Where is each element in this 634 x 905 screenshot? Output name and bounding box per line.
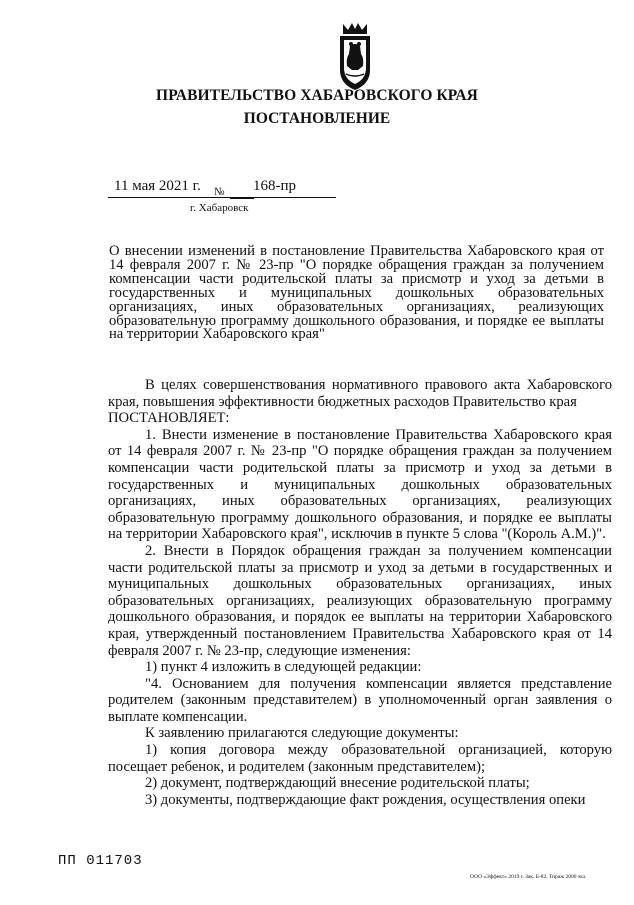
body-paragraph: "4. Основанием для получения компенсации является представление родителем (законным представителем) в уполномоченный орган заявления о выплате компенсации. — [108, 675, 612, 725]
date-underline — [108, 197, 336, 198]
number-sign: № — [214, 186, 225, 198]
body-paragraph: 1. Внести изменение в постановление Правительства Хабаровского края от 14 февраля 2007 г. № 23-пр "О порядке обращения граждан за получением компенсации части родительской платы за присмотр и уход за детьми в государственных и муниципальных дошкольных образовательных организациях, иных образовательных организациях, реализующих образовательную программу дошкольного образования, и порядке ее выплаты на территории Хабаровского края", исключив в пункте 5 слова "(Король А.М.)". — [108, 426, 612, 543]
body-paragraph: К заявлению прилагаются следующие документы: — [145, 725, 459, 742]
body-paragraph: 2) документ, подтверждающий внесение родительской платы; — [145, 775, 530, 792]
number-underline — [230, 198, 254, 199]
body-paragraph: 1) копия договора между образовательной организацией, которую посещает ребенок, и родителем (законным представителем); — [108, 742, 612, 775]
body-paragraph: В целях совершенствования нормативного правового акта Хабаровского края, повышения эффективности бюджетных расходов Правительство края — [108, 377, 612, 410]
footer-print-info: ООО «Эффект» 2019 г. Зак. Б-82. Тираж 2000 экз. — [470, 874, 587, 880]
document-title: О внесении изменений в постановление Правительства Хабаровского края от 14 февраля 2007 г. № 23-пр "О порядке обращения граждан за получением компенсации части родительской платы за присмотр и уход за детьми в государственных и муниципальных дошкольных образовательных организациях, иных образовательных организациях, реализующих образовательную программу дошкольного образования, и порядке ее выплаты на территории Хабаровского края" — [109, 243, 604, 343]
body-paragraph: ПОСТАНОВЛЯЕТ: — [108, 410, 230, 427]
document-body — [108, 377, 612, 808]
footer-serial-code: ПП 011703 — [58, 853, 143, 869]
organization-title: ПРАВИТЕЛЬСТВО ХАБАРОВСКОГО КРАЯ — [156, 87, 478, 104]
body-paragraph: 1) пункт 4 изложить в следующей редакции: — [145, 659, 422, 676]
document-number: 168-пр — [253, 178, 297, 194]
coat-of-arms-icon — [330, 20, 380, 92]
document-type: ПОСТАНОВЛЕНИЕ — [243, 110, 391, 127]
body-paragraph: 3) документы, подтверждающие факт рождения, осуществления опеки — [145, 791, 586, 808]
body-paragraph: 2. Внести в Порядок обращения граждан за получением компенсации части родительской платы за присмотр и уход за детьми в государственных и муниципальных дошкольных образовательных организациях, иных образовательных организациях, реализующих образовательную программу дошкольного образования, и порядок ее выплаты на территории Хабаровского края, утвержденный постановлением Правительства Хабаровского края от 14 февраля 2007 г. № 23-пр, следующие изменения: — [108, 542, 612, 659]
document-date: 11 мая 2021 г. — [114, 178, 201, 194]
document-city: г. Хабаровск — [190, 202, 249, 214]
